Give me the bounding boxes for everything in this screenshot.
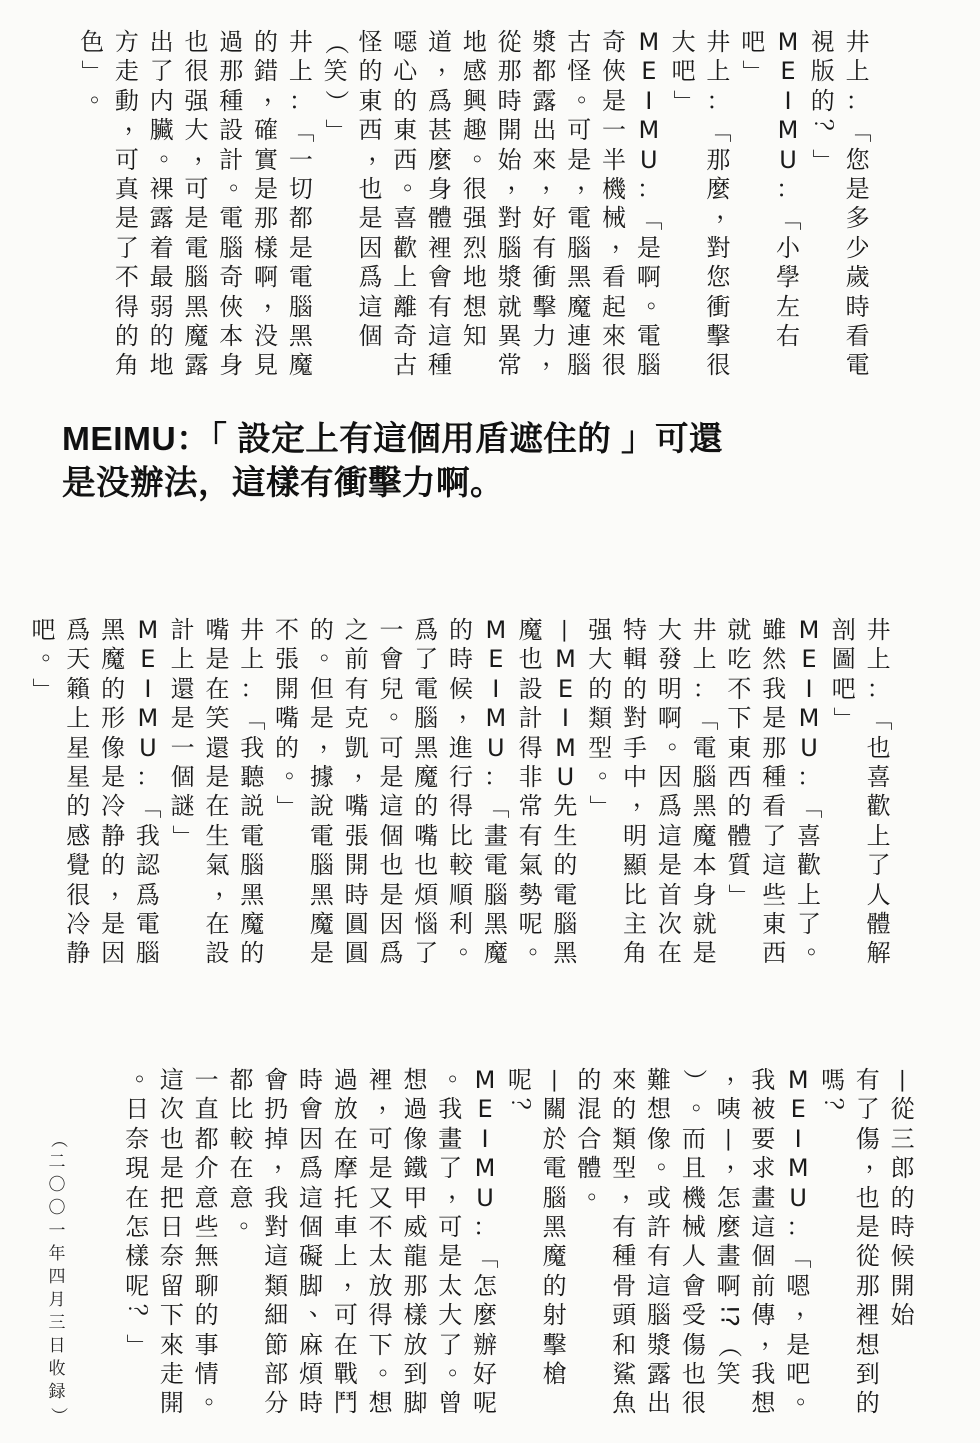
- text-column: 時 會 因 爲 這 個 礙 脚 、 麻 煩 時: [299, 1066, 334, 1418]
- text-column: 裡 ， 可 是 又 不 太 放 得 下 。 想: [368, 1066, 403, 1418]
- text-column: M E I M U ： 「 畫 電 腦 黑 魔: [482, 616, 511, 968]
- text-column: 從 那 時 開 始 ， 對 腦 漿 就 異 常: [497, 28, 532, 380]
- middle-text-block: [26, 616, 896, 969]
- text-column: 想 過 像 鐵 甲 威 龍 那 樣 放 到 脚: [403, 1066, 428, 1418]
- text-column: （ 笑 ） 」: [322, 30, 351, 143]
- text-column: 視 版 的 ？ 」: [809, 28, 838, 173]
- text-column: 吧 」: [739, 28, 768, 85]
- text-column: M E I M U ： 「 怎 麼 辦 好 呢: [471, 1066, 500, 1418]
- text-column: 。 我 畫 了 ， 可 是 太 大 了 。 曾: [438, 1058, 473, 1418]
- text-column: 奇 俠 是 一 半 機 械 ， 看 起 來 很: [602, 28, 637, 380]
- text-column: 色 」 。: [78, 28, 115, 107]
- text-column: 不 張 開 嘴 的 。 」: [273, 616, 310, 820]
- text-column: 會 扔 掉 ， 我 對 這 類 細 節 部 分: [264, 1066, 299, 1418]
- text-column: 井 上 ： 「 我 聽 説 電 腦 黑 魔 的: [238, 616, 267, 968]
- pull-quote-headline: [62, 418, 723, 506]
- text-column: 的 混 合 體 。: [577, 1066, 612, 1204]
- text-column: M E I M U ： 「 我 認 爲 電 腦: [134, 616, 163, 968]
- headline-line-1: MEIMU：「 設定上有這個用盾遮住的 」可還: [62, 421, 724, 458]
- text-column: 吧 。 」: [30, 616, 66, 702]
- text-column: M E I M U ： 「 小 學 左 右: [774, 28, 803, 350]
- text-column: 爲 了 電 腦 黑 魔 的 嘴 也 煩 惱 了: [414, 616, 439, 968]
- text-column: 。 日 奈 現 在 怎 樣 呢 ？ 」: [123, 1058, 160, 1358]
- text-column: 方 走 動 ， 可 真 是 了 不 得 的 角: [114, 28, 149, 380]
- text-column: 也 很 强 大 ， 可 是 電 腦 黑 魔 露: [184, 28, 219, 380]
- text-column: 我 被 要 求 畫 這 個 前 傳 ， 我 想: [751, 1066, 786, 1418]
- text-column: 呢 ？: [506, 1066, 535, 1123]
- text-column: 井 上 ： 「 那 麼 ， 對 您 衝 擊 很: [705, 28, 741, 380]
- text-column: 井 上 ： 「 電 腦 黑 魔 本 身 就 是: [691, 616, 720, 968]
- text-column: — M E I M U 先 生 的 電 腦 黑: [552, 618, 581, 968]
- text-column: 的 。 但 是 ， 據 說 電 腦 黑 魔 是: [309, 616, 344, 968]
- text-column: 計 上 還 是 一 個 謎 」: [169, 616, 198, 849]
- text-column: 噁 心 的 東 西 。 喜 歡 上 離 奇 古: [393, 28, 428, 380]
- text-column: 剖 圖 吧 」: [830, 616, 859, 731]
- text-column: 過 放 在 摩 托 車 上 ， 可 在 戰 鬥: [333, 1066, 368, 1418]
- recording-date: （ 二 〇 〇 一 年 四 月 三 日 收 録 ）: [47, 1131, 68, 1424]
- text-column: 井 上 ： 「 一 切 都 是 電 腦 黑 魔: [287, 28, 316, 380]
- text-column: 井 上 ： 「 也 喜 歡 上 了 人 體 解: [865, 616, 894, 968]
- text-column: 漿 都 露 出 來 ， 好 有 衝 擊 力 ，: [532, 28, 567, 372]
- text-column: ） 。 而 且 機 械 人 會 受 傷 也 很: [680, 1068, 716, 1418]
- text-column: 古 怪 。 可 是 ， 電 腦 黑 魔 連 腦: [567, 28, 602, 380]
- text-column: M E I M U ： 「 是 啊 。 電 腦: [635, 28, 671, 380]
- text-column: M E I M U ： 「 喜 歡 上 了 。: [795, 616, 831, 960]
- text-column: 難 想 像 。 或 許 有 這 腦 漿 露 出: [647, 1066, 682, 1418]
- text-column: 嗎 ？: [819, 1066, 848, 1123]
- text-column: M E I M U ： 「 嗯 ， 是 吧 。: [784, 1066, 821, 1410]
- text-column: 一 會 兒 。 可 是 這 個 也 是 因 爲: [379, 616, 414, 968]
- bottom-text-block: [120, 1058, 920, 1419]
- text-column: 怪 的 東 西 ， 也 是 因 爲 這 個: [358, 28, 393, 350]
- text-column: 大 發 明 啊 。 因 爲 這 是 首 次 在: [657, 616, 692, 968]
- text-column: 過 那 種 設 計 。 電 腦 奇 俠 本 身: [219, 28, 254, 380]
- top-text-block: [75, 28, 875, 381]
- text-column: 來 的 類 型 ， 有 種 骨 頭 和 鯊 魚: [612, 1066, 647, 1418]
- text-column: 的 錯 ， 確 實 是 那 樣 啊 ， 没 見: [254, 28, 289, 380]
- text-column: 的 時 候 ， 進 行 得 比 較 順 利 。: [449, 616, 484, 960]
- text-column: ， 咦 — ， 怎 麼 畫 啊 !? （ 笑: [715, 1058, 751, 1388]
- text-column: 都 比 較 在 意 。: [229, 1066, 264, 1233]
- text-column: 有 了 傷 ， 也 是 從 那 裡 想 到 的: [855, 1066, 890, 1418]
- text-column: 出 了 内 臟 。 裸 露 着 最 弱 的 地: [149, 28, 184, 380]
- headline-line-2: 是没辦法，這樣有衝擊力啊。: [62, 465, 504, 502]
- text-column: 强 大 的 類 型 。 」: [586, 616, 623, 820]
- text-column: 就 吃 不 下 東 西 的 體 質 」: [726, 616, 755, 908]
- text-column: 雖 然 我 是 那 種 看 了 這 些 東 西: [762, 616, 787, 968]
- text-column: 地 感 興 趣 。 很 强 烈 地 想 知: [462, 28, 497, 350]
- text-column: 嘴 是 在 笑 還 是 在 生 氣 ， 在 設: [205, 616, 240, 968]
- text-column: 大 吧 」: [670, 28, 699, 114]
- text-column: 之 前 有 克 凱 ， 嘴 張 開 時 圓 圓: [344, 616, 379, 968]
- text-column: 特 輯 的 對 手 中 ， 明 顯 比 主 角: [623, 616, 658, 968]
- text-column: — 從 三 郎 的 時 候 開 始: [889, 1068, 918, 1330]
- text-column: 爲 天 籟 上 星 星 的 感 覺 很 冷 静: [66, 616, 91, 968]
- text-column: 魔 也 設 計 得 非 常 有 氣 勢 呢 。: [518, 616, 553, 960]
- text-column: 黑 魔 的 形 像 是 冷 静 的 ， 是 因: [101, 616, 136, 968]
- text-column: 井 上 ： 「 您 是 多 少 歲 時 看 電: [844, 28, 873, 380]
- text-column: — 關 於 電 腦 黑 魔 的 射 擊 槍: [541, 1068, 570, 1388]
- text-column: 這 次 也 是 把 日 奈 留 下 來 走 開: [159, 1066, 184, 1418]
- text-column: 一 直 都 介 意 些 無 聊 的 事 情 。: [194, 1066, 229, 1410]
- text-column: 道 ， 爲 甚 麼 身 體 裡 會 有 這 種: [428, 28, 463, 380]
